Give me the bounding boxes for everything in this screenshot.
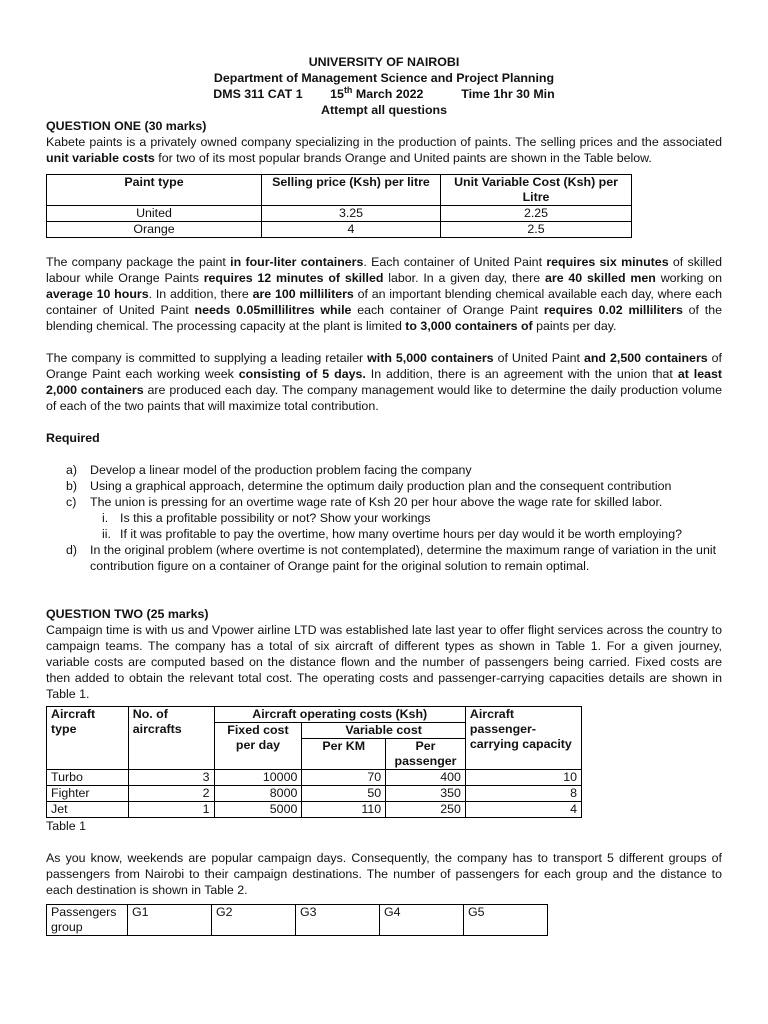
exam-page bbox=[46, 54, 722, 936]
aircraft-table bbox=[46, 706, 582, 818]
table-header-row bbox=[47, 175, 632, 206]
table-cell: Passengers group bbox=[47, 905, 128, 936]
exam-instruction: Attempt all questions bbox=[321, 103, 447, 117]
table-cell: G2 bbox=[212, 905, 296, 936]
list-item: ii. If it was profitable to pay the overtime, how many overtime hours per day would it be worth employing? bbox=[102, 527, 682, 541]
exam-time: Time 1hr 30 Min bbox=[461, 87, 555, 101]
list-item: a) Develop a linear model of the production problem facing the company bbox=[66, 463, 472, 477]
table-row bbox=[47, 206, 632, 222]
table-cell: 3.25 bbox=[262, 206, 441, 222]
list-item: c) The union is pressing for an overtime wage rate of Ksh 20 per hour above the wage rate for skilled labor. bbox=[66, 495, 663, 509]
question-two-paragraph: As you know, weekends are popular campaign days. Consequently, the company has to transport 5 different groups of passengers from Nairobi to their campaign destinations. The number of passengers for each group and the distance to each destination is shown in Table 2. bbox=[46, 851, 722, 897]
question-one-intro: Kabete paints is a privately owned company specializing in the production of paints. The selling prices and the associated unit variable costs for two of its most popular brands Orange and United paints are shown in the Table below. bbox=[46, 135, 722, 165]
table-cell: 2.25 bbox=[441, 206, 632, 222]
table-header: Unit Variable Cost (Ksh) per Litre bbox=[441, 175, 632, 206]
required-list bbox=[46, 462, 722, 510]
table-header: Per passenger bbox=[386, 739, 466, 770]
table-header: Aircraft passenger-carrying capacity bbox=[465, 707, 581, 770]
table-header: No. of aircrafts bbox=[128, 707, 214, 770]
list-item: d) In the original problem (where overtime is not contemplated), determine the maximum range of variation in the unit contribution figure on a container of Orange paint for the original solution to remain optimal. bbox=[66, 543, 717, 573]
production-paragraph: The company package the paint in four-liter containers. Each container of United Paint requires six minutes of skilled labour while Orange Paints requires 12 minutes of skilled labor. In a given day, there are 40 skilled men working on average 10 hours. In addition, there are 100 milliliters of an important blending chemical available each day, where each container of United Paint needs 0.05millilitres while each container of Orange Paint requires 0.02 milliliters of the blending chemical. The processing capacity at the plant is limited to 3,000 containers of paints per day. bbox=[46, 255, 723, 333]
table-header: Per KM bbox=[302, 739, 386, 770]
question-two-intro: Campaign time is with us and Vpower airline LTD was established late last year to offer flight services across the country to campaign teams. The company has a total of six aircraft of different types as shown in Table 1. For a given journey, variable costs are computed based on the distance flown and the number of passengers being carried. Fixed costs are then added to obtain the relevant total cost. The operating costs and passenger-carrying capacities details are shown in Table 1. bbox=[46, 623, 722, 701]
table-header: Selling price (Ksh) per litre bbox=[262, 175, 441, 206]
course-line bbox=[46, 86, 722, 102]
table-cell: G1 bbox=[128, 905, 212, 936]
table-header: Fixed cost per day bbox=[214, 723, 302, 770]
paint-table bbox=[46, 174, 632, 238]
table-row: Turbo 3 10000 70 400 10 bbox=[47, 770, 582, 786]
table-cell: Orange bbox=[47, 222, 262, 238]
table-row: Jet 1 5000 110 250 4 bbox=[47, 802, 582, 818]
department-name: Department of Management Science and Project Planning bbox=[213, 71, 555, 85]
table-header: Paint type bbox=[47, 175, 262, 206]
question-two-title: QUESTION TWO (25 marks) bbox=[46, 607, 209, 621]
commitment-paragraph: The company is committed to supplying a leading retailer with 5,000 containers of United Paint and 2,500 containers of Orange Paint each working week consisting of 5 days. In addition, there is an agreement with the union that at least 2,000 containers are produced each day. The company management would like to determine the daily production volume of each of the two paints that will maximize total contribution. bbox=[46, 351, 723, 413]
table-row bbox=[47, 905, 548, 936]
passenger-group-table bbox=[46, 904, 548, 936]
course-code: DMS 311 CAT 1 bbox=[213, 87, 303, 101]
list-item: b) Using a graphical approach, determine the optimum daily production plan and the consequent contribution bbox=[66, 479, 672, 493]
table-cell: G4 bbox=[380, 905, 464, 936]
table-header: Aircraft operating costs (Ksh) bbox=[214, 707, 465, 723]
table-caption: Table 1 bbox=[46, 819, 86, 833]
table-header: Variable cost bbox=[302, 723, 466, 739]
table-cell: G5 bbox=[464, 905, 548, 936]
required-list-cont bbox=[46, 542, 722, 574]
table-cell: 2.5 bbox=[441, 222, 632, 238]
table-row: Fighter 2 8000 50 350 8 bbox=[47, 786, 582, 802]
table-cell: G3 bbox=[296, 905, 380, 936]
exam-date: 15th March 2022 bbox=[330, 84, 424, 101]
list-item: i. Is this a profitable possibility or not? Show your workings bbox=[102, 511, 431, 525]
required-heading: Required bbox=[46, 431, 100, 445]
university-name: UNIVERSITY OF NAIROBI bbox=[308, 55, 460, 69]
table-cell: 4 bbox=[262, 222, 441, 238]
question-one-title: QUESTION ONE (30 marks) bbox=[46, 119, 207, 133]
table-row bbox=[47, 222, 632, 238]
table-cell: United bbox=[47, 206, 262, 222]
exam-header bbox=[46, 54, 722, 118]
sub-list bbox=[46, 510, 722, 542]
table-header: Aircraft type bbox=[47, 707, 129, 770]
